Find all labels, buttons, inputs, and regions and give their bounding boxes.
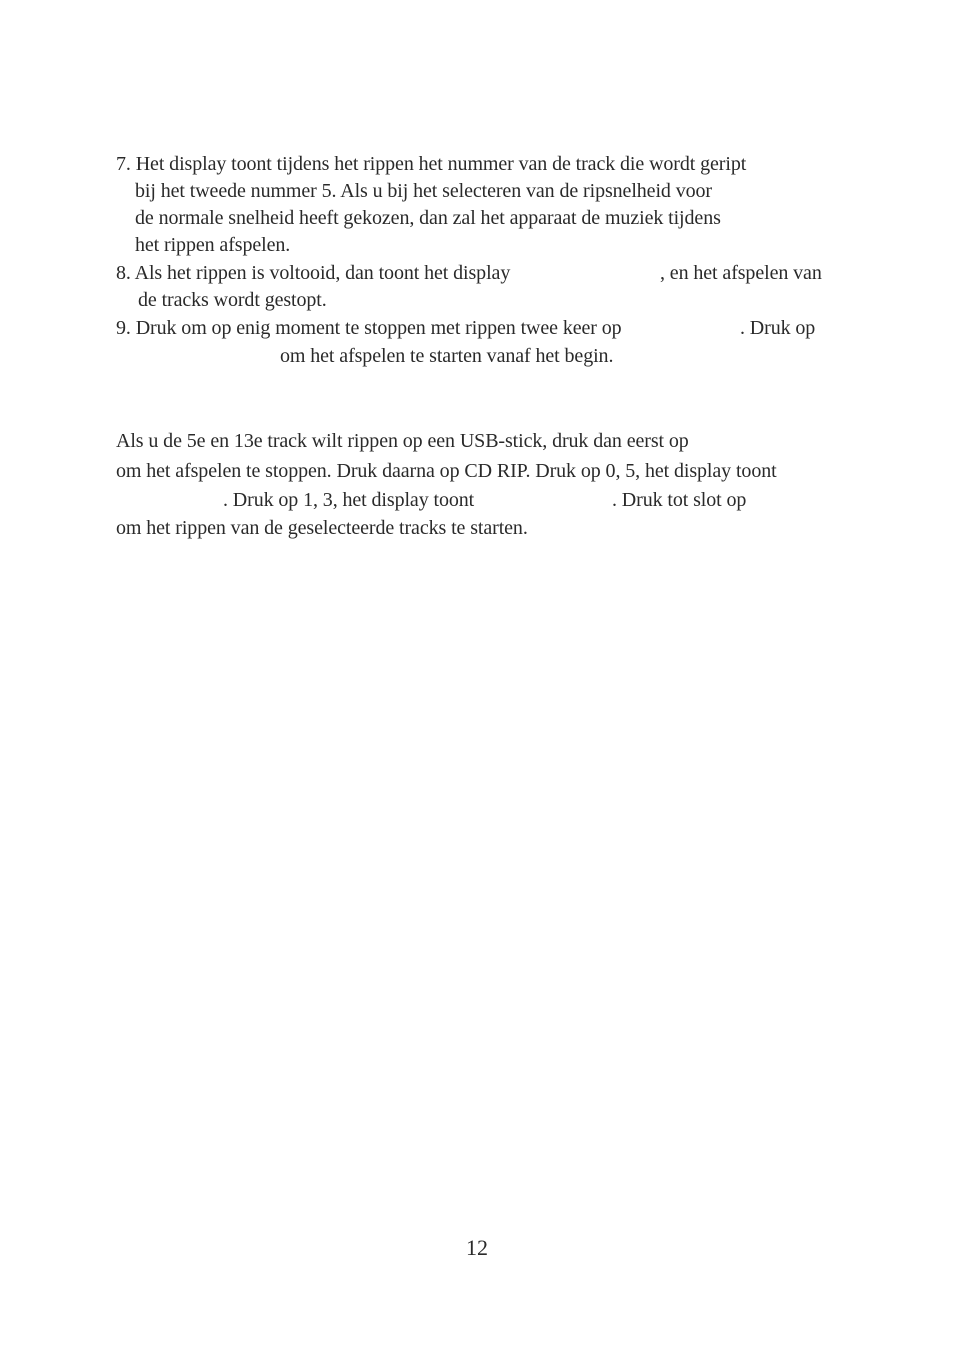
list-item-8-line-2: de tracks wordt gestopt. — [138, 289, 327, 311]
list-item-9-line-1b: . Druk op — [740, 317, 816, 339]
list-item-7-line-4: het rippen afspelen. — [135, 234, 291, 256]
example-line-4: om het rippen van de geselecteerde tracks te starten. — [116, 517, 528, 539]
list-item-8-line-1a: 8. Als het rippen is voltooid, dan toont het display — [116, 262, 511, 284]
example-line-3a: . Druk op 1, 3, het display toont — [223, 489, 475, 511]
example-line-2: om het afspelen te stoppen. Druk daarna op CD RIP. Druk op 0, 5, het display toont — [116, 460, 777, 482]
list-item-7-line-3: de normale snelheid heeft gekozen, dan zal het apparaat de muziek tijdens — [135, 207, 721, 229]
list-item-8-line-1b: , en het afspelen van — [660, 262, 822, 284]
example-line-3b: . Druk tot slot op — [612, 489, 747, 511]
list-item-7-line-1: 7. Het display toont tijdens het rippen het nummer van de track die wordt geript — [116, 153, 747, 175]
example-line-1: Als u de 5e en 13e track wilt rippen op een USB-stick, druk dan eerst op — [116, 430, 689, 452]
list-item-7-line-2: bij het tweede nummer 5. Als u bij het selecteren van de ripsnelheid voor — [135, 180, 712, 202]
list-item-9-line-1a: 9. Druk om op enig moment te stoppen met rippen twee keer op — [116, 317, 622, 339]
page-number: 12 — [466, 1235, 488, 1260]
list-item-9-line-2: om het afspelen te starten vanaf het begin. — [280, 345, 614, 367]
